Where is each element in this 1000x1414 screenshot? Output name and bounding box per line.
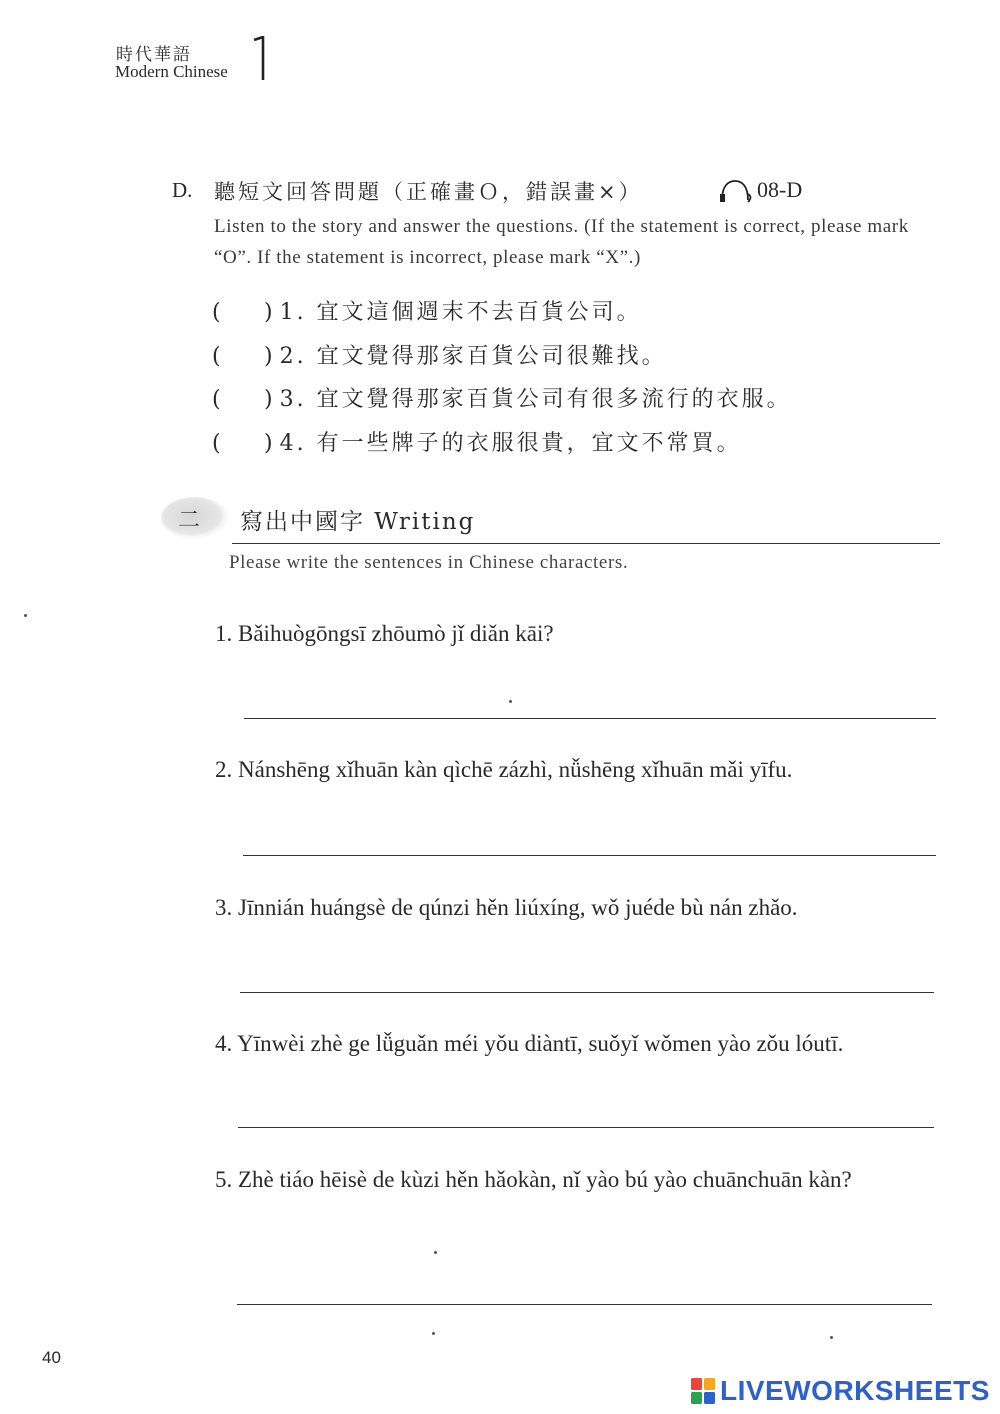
true-false-item bbox=[212, 295, 642, 326]
true-false-item bbox=[212, 339, 667, 370]
answer-line[interactable] bbox=[243, 855, 936, 856]
book-title-chinese: 時代華語 bbox=[116, 45, 192, 65]
statement-text: 3. 宜文覺得那家百貨公司有很多流行的衣服。 bbox=[279, 387, 792, 412]
scan-speck bbox=[509, 700, 512, 703]
section-writing-instruction: Please write the sentences in Chinese characters. bbox=[229, 552, 629, 573]
scan-speck bbox=[432, 1332, 435, 1335]
answer-paren-close: ) bbox=[264, 300, 273, 325]
answer-paren-open[interactable]: ( bbox=[212, 431, 221, 456]
statement-text: 4. 有一些牌子的衣服很貴，宜文不常買。 bbox=[279, 431, 742, 456]
liveworksheets-logo-icon bbox=[690, 1377, 716, 1405]
audio-track-code: 08-D bbox=[757, 177, 803, 202]
book-title-english: Modern Chinese bbox=[115, 62, 228, 81]
answer-paren-close: ) bbox=[264, 387, 273, 412]
pinyin-question: 4. Yīnwèi zhè ge lǚguǎn méi yǒu diàntī, suǒyǐ wǒmen yào zǒu lóutī. bbox=[215, 1031, 844, 1056]
answer-paren-open[interactable]: ( bbox=[212, 387, 221, 412]
scan-speck bbox=[830, 1336, 833, 1339]
answer-line[interactable] bbox=[244, 718, 936, 719]
page-number: 40 bbox=[42, 1348, 61, 1367]
liveworksheets-brand[interactable] bbox=[690, 1374, 990, 1408]
pinyin-question: 3. Jīnnián huángsè de qúnzi hěn liúxíng, wǒ juéde bù nán zhǎo. bbox=[215, 895, 798, 920]
answer-line[interactable] bbox=[240, 992, 934, 993]
pinyin-question: 5. Zhè tiáo hēisè de kùzi hěn hǎokàn, nǐ yào bú yào chuānchuān kàn? bbox=[215, 1167, 852, 1192]
section-number-badge: 二 bbox=[178, 508, 203, 533]
pinyin-question: 2. Nánshēng xǐhuān kàn qìchē zázhì, nǚshēng xǐhuān mǎi yīfu. bbox=[215, 757, 793, 782]
section-writing-title: 寫出中國字 Writing bbox=[240, 509, 476, 535]
answer-paren-open[interactable]: ( bbox=[212, 300, 221, 325]
answer-paren-close: ) bbox=[264, 431, 273, 456]
statement-text: 2. 宜文覺得那家百貨公司很難找。 bbox=[279, 344, 667, 369]
section-divider bbox=[232, 543, 940, 544]
headphones-icon[interactable] bbox=[718, 178, 754, 204]
statement-text: 1. 宜文這個週末不去百貨公司。 bbox=[279, 300, 642, 325]
pinyin-question: 1. Bǎihuògōngsī zhōumò jǐ diǎn kāi? bbox=[215, 621, 554, 646]
section-d-instruction: Listen to the story and answer the questions. (If the statement is correct, please mark “O”. If the statement is incorrect, please mark “X”.) bbox=[214, 216, 909, 268]
scan-speck bbox=[434, 1251, 437, 1254]
answer-line[interactable] bbox=[237, 1304, 932, 1305]
volume-one-mark bbox=[252, 36, 268, 82]
section-d-title: 聽短文回答問題（正確畫Ｏ，錯誤畫×） bbox=[214, 180, 643, 204]
scan-speck bbox=[24, 614, 27, 617]
answer-paren-open[interactable]: ( bbox=[212, 344, 221, 369]
answer-line[interactable] bbox=[238, 1127, 934, 1128]
brand-name: LIVEWORKSHEETS bbox=[720, 1375, 990, 1406]
answer-paren-close: ) bbox=[264, 344, 273, 369]
true-false-item bbox=[212, 426, 742, 457]
true-false-item bbox=[212, 382, 792, 413]
section-d-label: D. bbox=[172, 178, 193, 202]
